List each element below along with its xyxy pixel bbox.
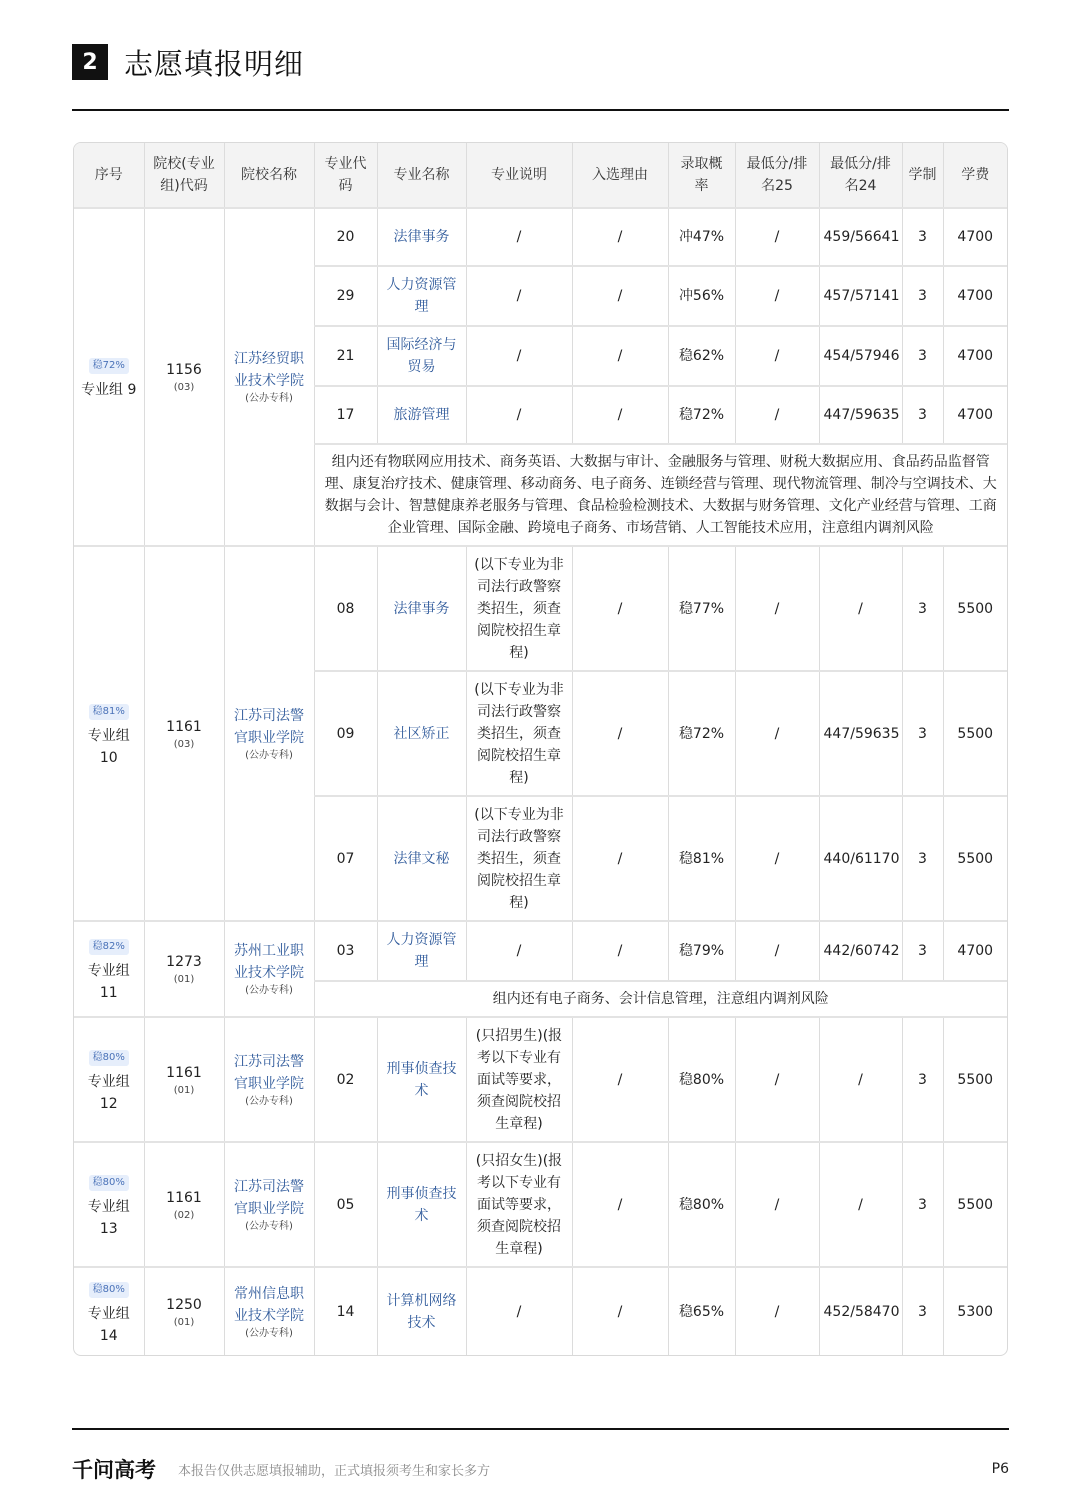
admission-probability: 稳80%: [668, 1142, 735, 1267]
major-description: (只招女生)(报考以下专业有面试等要求，须查阅院校招生章程): [466, 1142, 572, 1267]
school-code: 1156: [166, 362, 202, 378]
page-footer: [72, 1454, 1009, 1484]
school-name-cell: [224, 921, 314, 1017]
probability-badge: 稳82%: [89, 939, 129, 955]
major-name: 社区矫正: [377, 671, 466, 796]
major-description: (以下专业为非司法行政警察类招生，须查阅院校招生章程): [466, 671, 572, 796]
column-header: 专业说明: [466, 143, 572, 208]
admission-probability: 稳65%: [668, 1267, 735, 1355]
min-score-rank-24: 452/58470: [819, 1267, 902, 1355]
min-score-rank-25: /: [735, 671, 819, 796]
major-description: /: [466, 326, 572, 386]
section-number-badge: 2: [72, 44, 108, 80]
group-label: 专业组 13: [87, 1198, 130, 1237]
column-header: 最低分/排名24: [819, 143, 902, 208]
group-note: 组内还有物联网应用技术、商务英语、大数据与审计、金融服务与管理、财税大数据应用、食品药品监督管理、康复治疗技术、健康管理、移动商务、电子商务、连锁经营与管理、现代物流管理、制冷与空调技术、大数据与会计、智慧健康养老服务与管理、食品检验检测技术、大数据与财务管理、文化产业经营与管理、工商企业管理、国际金融、跨境电子商务、市场营销、人工智能技术应用，注意组内调剂风险: [314, 444, 1007, 546]
school-name-cell: [224, 208, 314, 546]
admission-probability: 稳72%: [668, 386, 735, 444]
tuition-fee: 5500: [943, 1017, 1007, 1142]
major-name: 法律文秘: [377, 796, 466, 921]
school-type: (公办专科): [245, 393, 293, 404]
table-row: [74, 208, 1007, 266]
major-name: 计算机网络技术: [377, 1267, 466, 1355]
major-description: (只招男生)(报考以下专业有面试等要求，须查阅院校招生章程): [466, 1017, 572, 1142]
major-code: 14: [314, 1267, 377, 1355]
admission-probability: 稳62%: [668, 326, 735, 386]
school-sub-code: (01): [173, 1316, 195, 1328]
major-name: 旅游管理: [377, 386, 466, 444]
group-note: 组内还有电子商务、会计信息管理，注意组内调剂风险: [314, 981, 1007, 1017]
detail-table-container: [73, 142, 1008, 1356]
school-code-cell: [144, 208, 224, 546]
tuition-fee: 4700: [943, 386, 1007, 444]
min-score-rank-24: /: [819, 1142, 902, 1267]
table-row: [74, 1017, 1007, 1142]
group-index-cell: [74, 1267, 144, 1355]
tuition-fee: 4700: [943, 208, 1007, 266]
school-sub-code: (02): [173, 1209, 195, 1221]
school-code: 1273: [166, 954, 202, 970]
tuition-fee: 4700: [943, 266, 1007, 326]
major-name: 人力资源管理: [377, 921, 466, 981]
major-description: (以下专业为非司法行政警察类招生，须查阅院校招生章程): [466, 796, 572, 921]
major-name: 刑事侦查技术: [377, 1142, 466, 1267]
school-code-cell: [144, 1267, 224, 1355]
column-header: 入选理由: [572, 143, 668, 208]
column-header: 专业代码: [314, 143, 377, 208]
min-score-rank-25: /: [735, 1267, 819, 1355]
school-code: 1161: [166, 1189, 202, 1206]
school-name: 苏州工业职业技术学院: [234, 943, 304, 981]
group-label: 专业组 10: [87, 727, 130, 766]
table-row: [74, 1142, 1007, 1267]
major-description: /: [466, 266, 572, 326]
min-score-rank-24: 447/59635: [819, 671, 902, 796]
min-score-rank-24: 454/57946: [819, 326, 902, 386]
min-score-rank-24: 459/56641: [819, 208, 902, 266]
selection-reason: /: [572, 921, 668, 981]
study-years: 3: [902, 671, 943, 796]
major-description: /: [466, 208, 572, 266]
min-score-rank-25: /: [735, 386, 819, 444]
school-name: 江苏司法警官职业学院: [234, 707, 304, 746]
selection-reason: /: [572, 1142, 668, 1267]
group-label: 专业组 12: [87, 1073, 130, 1112]
study-years: 3: [902, 208, 943, 266]
major-name: 法律事务: [377, 546, 466, 671]
column-header: 最低分/排名25: [735, 143, 819, 208]
admission-probability: 稳80%: [668, 1017, 735, 1142]
selection-reason: /: [572, 386, 668, 444]
school-type: (公办专科): [245, 1327, 293, 1339]
study-years: 3: [902, 546, 943, 671]
group-index-cell: [74, 1142, 144, 1267]
school-name: 江苏经贸职业技术学院: [234, 351, 304, 389]
selection-reason: /: [572, 208, 668, 266]
major-code: 17: [314, 386, 377, 444]
school-type: (公办专科): [245, 985, 293, 996]
school-type: (公办专科): [245, 749, 293, 761]
tuition-fee: 4700: [943, 921, 1007, 981]
selection-reason: /: [572, 1017, 668, 1142]
column-header: 院校(专业组)代码: [144, 143, 224, 208]
major-code: 08: [314, 546, 377, 671]
study-years: 3: [902, 796, 943, 921]
admission-probability: 稳79%: [668, 921, 735, 981]
major-code: 05: [314, 1142, 377, 1267]
school-name: 江苏司法警官职业学院: [234, 1178, 304, 1217]
min-score-rank-25: /: [735, 796, 819, 921]
min-score-rank-25: /: [735, 1017, 819, 1142]
study-years: 3: [902, 326, 943, 386]
school-sub-code: (01): [173, 1084, 195, 1096]
group-label: 专业组 9: [81, 382, 137, 398]
page-number: P6: [991, 1461, 1009, 1477]
column-header: 专业名称: [377, 143, 466, 208]
school-code: 1161: [166, 1064, 202, 1081]
table-row: [74, 921, 1007, 981]
tuition-fee: 5300: [957, 1303, 994, 1320]
min-score-rank-25: /: [735, 546, 819, 671]
tuition-fee: 5500: [943, 796, 1007, 921]
min-score-rank-25: /: [735, 921, 819, 981]
page-title: 志愿填报明细: [124, 46, 305, 81]
major-description: /: [466, 386, 572, 444]
major-name: 人力资源管理: [377, 266, 466, 326]
school-type: (公办专科): [245, 1220, 293, 1232]
column-header: 学制: [902, 143, 943, 208]
study-years: 3: [902, 1267, 943, 1355]
school-sub-code: (03): [173, 382, 195, 393]
school-code: 1161: [166, 718, 202, 735]
min-score-rank-25: /: [735, 326, 819, 386]
study-years: 3: [902, 1017, 943, 1142]
group-index-cell: [74, 921, 144, 1017]
school-type: (公办专科): [245, 1095, 293, 1107]
brand-name: 千问高考: [72, 1458, 156, 1482]
min-score-rank-24: /: [819, 546, 902, 671]
column-header: 学费: [943, 143, 1007, 208]
school-name: 江苏司法警官职业学院: [234, 1053, 304, 1092]
major-description: /: [466, 921, 572, 981]
school-code-cell: [144, 1017, 224, 1142]
group-label: 专业组 11: [87, 963, 130, 1001]
selection-reason: /: [572, 266, 668, 326]
school-name: 常州信息职业技术学院: [234, 1285, 304, 1324]
school-name-cell: [224, 1142, 314, 1267]
min-score-rank-25: /: [735, 266, 819, 326]
school-code-cell: [144, 921, 224, 1017]
selection-reason: /: [572, 671, 668, 796]
study-years: 3: [902, 1142, 943, 1267]
major-code: 20: [314, 208, 377, 266]
probability-badge: 稳81%: [89, 704, 129, 720]
min-score-rank-24: /: [819, 1017, 902, 1142]
major-code: 09: [314, 671, 377, 796]
tuition-fee: 5500: [943, 671, 1007, 796]
major-code: 07: [314, 796, 377, 921]
table-header-row: [74, 143, 1007, 208]
admission-probability: 冲56%: [668, 266, 735, 326]
disclaimer-text: 本报告仅供志愿填报辅助，正式填报须考生和家长多方: [178, 1463, 491, 1479]
major-name: 法律事务: [377, 208, 466, 266]
school-sub-code: (03): [173, 738, 195, 750]
group-index-cell: [74, 208, 144, 546]
study-years: 3: [902, 386, 943, 444]
major-description: (以下专业为非司法行政警察类招生，须查阅院校招生章程): [466, 546, 572, 671]
group-index-cell: [74, 546, 144, 921]
selection-reason: /: [572, 326, 668, 386]
probability-badge: 稳80%: [89, 1050, 129, 1066]
major-name: 国际经济与贸易: [377, 326, 466, 386]
school-name-cell: [224, 546, 314, 921]
tuition-fee: 5500: [943, 1142, 1007, 1267]
section-header: [72, 44, 304, 80]
school-name-cell: [224, 1267, 314, 1355]
table-row: [74, 1267, 1007, 1355]
min-score-rank-24: 440/61170: [819, 796, 902, 921]
school-sub-code: (01): [173, 974, 195, 985]
min-score-rank-24: 442/60742: [819, 921, 902, 981]
tuition-fee: 5500: [943, 546, 1007, 671]
selection-reason: /: [572, 796, 668, 921]
footer-divider: [72, 1428, 1009, 1430]
admission-probability: 稳81%: [668, 796, 735, 921]
school-code-cell: [144, 1142, 224, 1267]
min-score-rank-25: /: [735, 208, 819, 266]
school-name-cell: [224, 1017, 314, 1142]
probability-badge: 稳80%: [89, 1175, 129, 1191]
admission-probability: 冲47%: [668, 208, 735, 266]
major-name: 刑事侦查技术: [377, 1017, 466, 1142]
column-header: 序号: [74, 143, 144, 208]
school-code: 1250: [166, 1296, 202, 1313]
selection-reason: /: [572, 546, 668, 671]
application-detail-table: [74, 143, 1007, 1355]
major-code: 03: [314, 921, 377, 981]
group-index-cell: [74, 1017, 144, 1142]
selection-reason: /: [572, 1267, 668, 1355]
probability-badge: 稳80%: [89, 1282, 129, 1298]
group-label: 专业组 14: [87, 1305, 130, 1344]
major-description: /: [466, 1267, 572, 1355]
column-header: 院校名称: [224, 143, 314, 208]
major-code: 29: [314, 266, 377, 326]
admission-probability: 稳77%: [668, 546, 735, 671]
major-code: 02: [314, 1017, 377, 1142]
admission-probability: 稳72%: [668, 671, 735, 796]
min-score-rank-24: 457/57141: [819, 266, 902, 326]
header-divider: [72, 109, 1009, 111]
min-score-rank-25: /: [735, 1142, 819, 1267]
study-years: 3: [902, 921, 943, 981]
probability-badge: 稳72%: [89, 358, 129, 374]
school-code-cell: [144, 546, 224, 921]
tuition-fee: 4700: [943, 326, 1007, 386]
min-score-rank-24: 447/59635: [819, 386, 902, 444]
column-header: 录取概率: [668, 143, 735, 208]
table-row: [74, 546, 1007, 671]
study-years: 3: [902, 266, 943, 326]
major-code: 21: [314, 326, 377, 386]
